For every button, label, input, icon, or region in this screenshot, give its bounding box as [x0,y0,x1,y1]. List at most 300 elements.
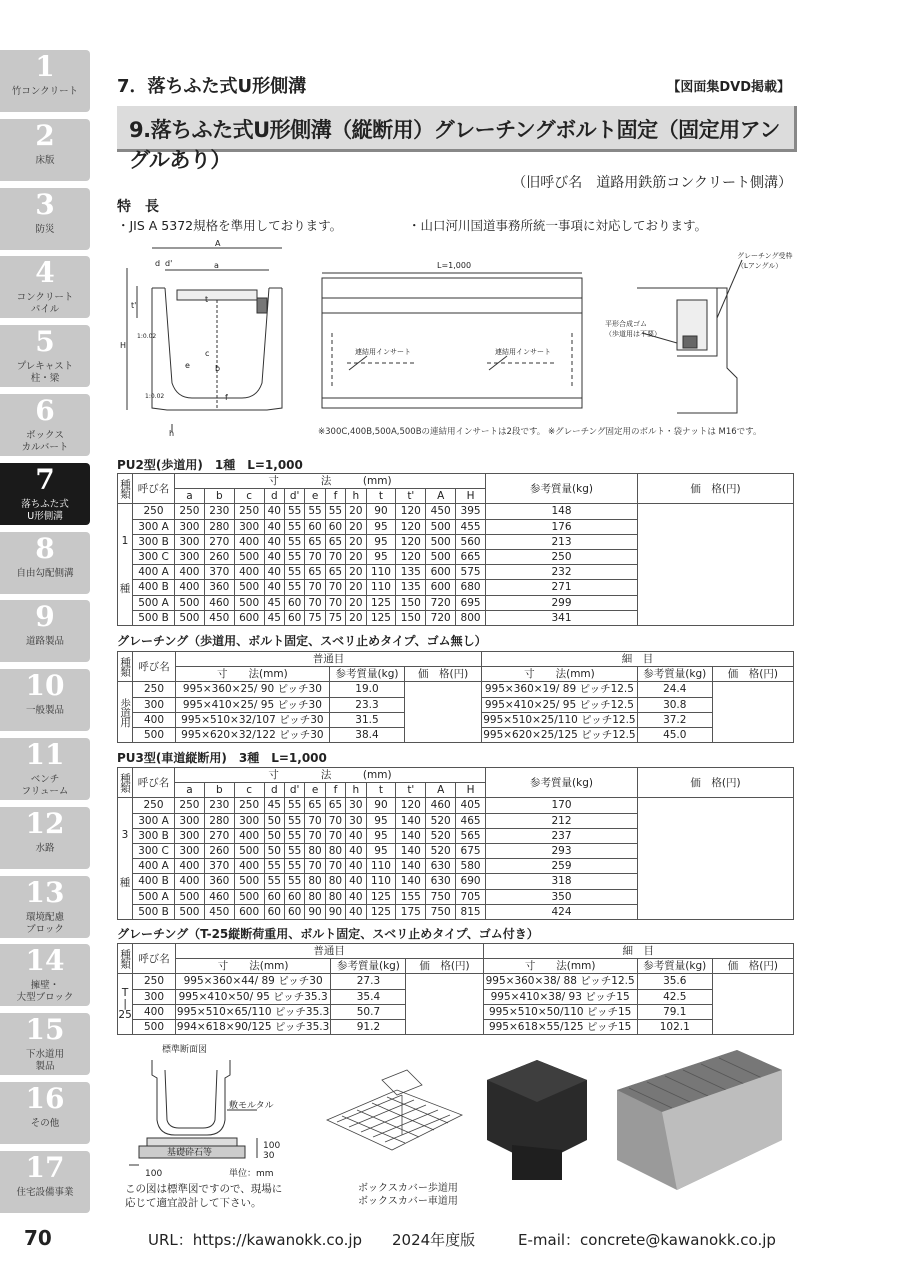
dim-value-cell: 150 [396,595,426,610]
name-cell: 500 B [133,610,175,625]
dim-value-cell: 110 [366,565,396,580]
dim-value-cell: 395 [456,504,486,519]
fine-mass-cell: 24.4 [637,682,712,697]
dim-value-cell: 55 [305,504,325,519]
dim-value-cell: 370 [204,859,234,874]
dim-value-cell: 450 [204,610,234,625]
chapter-tab-9[interactable] [0,600,90,662]
col-header-type: 種類 [118,944,133,974]
chapter-tab-5[interactable] [0,325,90,387]
chapter-tab-number: 8 [35,531,55,565]
name-cell: 400 A [133,859,175,874]
normal-mass-cell: 27.3 [331,974,406,989]
dim-value-cell: 280 [204,813,234,828]
dim-value-cell: 370 [204,565,234,580]
price-cell [638,504,794,626]
dim-label-f: f [225,393,228,402]
chapter-tab-number: 15 [25,1013,65,1047]
dim-value-cell: 55 [264,874,284,889]
features-heading: 特長 [117,199,173,215]
dim-value-cell: 500 [426,534,456,549]
dim-value-cell: 110 [366,859,396,874]
name-cell: 300 B [133,828,175,843]
dim-label-b: b [215,364,221,373]
col-header-normal-price: 価 格(円) [406,959,483,974]
chapter-tab-number: 12 [25,806,65,840]
dim-30-label: 30 [263,1151,275,1161]
fine-price-cell [712,974,793,1035]
dim-value-cell: 95 [366,828,396,843]
box-cover-drawing [327,1070,462,1150]
chapter-tab-label: 環境配慮 ブロック [25,911,64,935]
name-cell: 400 B [133,580,175,595]
name-cell: 300 A [133,519,175,534]
dim-value-cell: 70 [325,580,345,595]
dim-value-cell: 65 [325,798,345,813]
normal-dim-cell: 995×620×32/122 ピッチ30 [175,727,329,742]
col-header-name: 呼び名 [133,944,176,974]
col-header-normal-dim: 寸 法(mm) [175,959,331,974]
dim-value-cell: 300 [175,843,205,858]
name-cell: 500 [133,1019,176,1034]
dim-value-cell: 50 [264,843,284,858]
dim-label-d2: d' [165,259,173,268]
dim-value-cell: 500 [175,889,205,904]
dim-value-cell: 520 [426,828,456,843]
fine-dim-cell: 995×510×25/110 ピッチ12.5 [483,713,636,726]
dim-value-cell: 125 [366,595,396,610]
dim-value-cell: 60 [264,889,284,904]
dim-label-c: c [205,349,210,358]
col-header-dim-11: H [456,489,486,504]
fine-mass-cell: 45.0 [637,727,712,742]
dim-value-cell: 70 [305,813,325,828]
dim-value-cell: 300 [175,828,205,843]
dim-value-cell: 75 [325,610,345,625]
dim-value-cell: 70 [325,828,345,843]
chapter-tab-label: コンクリート パイル [16,292,74,316]
chapter-tab-label: 住宅設備事業 [16,1186,74,1198]
chapter-tab-3[interactable] [0,188,90,250]
dim-value-cell: 260 [204,549,234,564]
dim-value-cell: 230 [204,504,234,519]
col-header-dim-9: t' [396,783,426,798]
dim-value-cell: 455 [456,519,486,534]
dim-label-a: a [214,261,219,270]
dim-label-t: t [205,295,209,304]
mass-cell: 271 [486,580,638,595]
normal-mass-cell: 31.5 [329,712,404,727]
normal-dim-cell: 994×618×90/125 ピッチ35.3 [176,1021,330,1034]
dim-100-label: 100 [145,1169,163,1179]
drawing-note: ※300C,400B,500A,500Bの連結用インサートは2段です。 ※グレーチング固定用のボルト・袋ナットは M16です。 [318,427,762,437]
col-header-fine-mass: 参考質量(kg) [637,667,712,682]
dim-value-cell: 450 [204,904,234,919]
dim-value-cell: 90 [366,504,396,519]
table-row [118,682,794,697]
fine-dim-cell: 995×360×38/ 88 ピッチ12.5 [483,974,637,989]
type-cell: 3 種 [118,798,133,920]
dim-value-cell: 60 [284,889,304,904]
dim-value-cell: 20 [346,565,366,580]
dim-value-cell: 500 [175,595,205,610]
dim-value-cell: 70 [305,859,325,874]
dim-value-cell: 65 [305,565,325,580]
normal-mass-cell: 23.3 [329,697,404,712]
dim-value-cell: 675 [456,843,486,858]
dim-value-cell: 30 [346,798,366,813]
dim-label-A: A [215,239,221,248]
rubber-note-label: （歩道用は不要） [605,330,661,338]
name-cell: 400 [133,712,176,727]
mass-cell: 212 [486,813,638,828]
fine-dim-cell: 995×618×55/125 ピッチ15 [483,1019,637,1034]
slope-label-1: 1:0.02 [137,333,157,340]
chapter-tab-number: 10 [25,669,65,703]
chapter-tab-2[interactable] [0,119,90,181]
dim-value-cell: 750 [426,889,456,904]
dim-value-cell: 400 [234,565,264,580]
fine-dim-cell: 995×410×25/ 95 ピッチ12.5 [482,697,638,712]
dim-value-cell: 70 [325,595,345,610]
col-header-fine-dim: 寸 法(mm) [482,667,638,682]
dim-value-cell: 135 [396,580,426,595]
base-label: 基礎砕石等 [167,1148,213,1158]
grating1-spec-table [117,651,794,743]
chapter-tab-1[interactable] [0,50,90,112]
name-cell: 400 [133,1004,176,1019]
dim-value-cell: 500 [426,519,456,534]
dim-value-cell: 125 [366,610,396,625]
dim-value-cell: 40 [346,859,366,874]
chapter-tab-13[interactable] [0,876,90,938]
product-title-bar [117,106,797,172]
dim-value-cell: 460 [204,889,234,904]
dim-value-cell: 250 [175,798,205,813]
dim-value-cell: 55 [284,580,304,595]
table-row [118,504,794,519]
dim-value-cell: 400 [234,859,264,874]
col-header-normal-mass: 参考質量(kg) [331,959,406,974]
chapter-tab-number: 4 [35,256,55,290]
chapter-tab-label: 落ちふた式 U形側溝 [21,498,69,522]
dim-value-cell: 750 [426,904,456,919]
dim-value-cell: 630 [426,859,456,874]
chapter-tab-7[interactable] [0,463,90,525]
dim-value-cell: 40 [264,580,284,595]
col-header-dim-5: e [305,489,325,504]
dim-value-cell: 40 [346,874,366,889]
dim-value-cell: 360 [204,580,234,595]
dim-value-cell: 45 [264,610,284,625]
dim-value-cell: 500 [426,549,456,564]
pu2-table-title: PU2型(歩道用) 1種 L=1,000 [117,458,303,472]
chapter-tab-number: 17 [25,1150,65,1184]
dim-value-cell: 665 [456,549,486,564]
fine-mass-cell: 102.1 [637,1019,712,1034]
chapter-tab-label: 一般製品 [25,705,64,717]
dim-value-cell: 60 [284,904,304,919]
pu3-spec-table [117,767,794,920]
col-header-fine-price: 価 格(円) [712,667,793,682]
col-header-dim-1: b [204,489,234,504]
dim-value-cell: 90 [366,798,396,813]
fine-mass-cell: 37.2 [637,712,712,727]
col-header-name: 呼び名 [133,474,175,504]
fine-mass-cell: 42.5 [637,989,712,1004]
chapter-tab-12[interactable] [0,807,90,869]
footer-url[interactable]: URL：https://kawanokk.co.jp [148,1231,363,1249]
dim-value-cell: 500 [234,580,264,595]
mass-cell: 148 [486,504,638,519]
dim-value-cell: 30 [346,813,366,828]
dim-value-cell: 155 [396,889,426,904]
col-header-dim-5: e [305,783,325,798]
col-header-type: 種類 [118,474,133,504]
dim-value-cell: 55 [284,813,304,828]
chapter-tab-number: 7 [35,462,55,496]
dim-value-cell: 120 [396,534,426,549]
dim-value-cell: 280 [204,519,234,534]
dim-value-cell: 70 [325,813,345,828]
chapter-tab-number: 1 [35,50,55,83]
chapter-tab-label: 道路製品 [25,636,64,648]
col-header-dim-0: a [175,783,205,798]
chapter-tab-label: ボックス カルバート [21,430,69,453]
col-header-dim-6: f [325,783,345,798]
dim-value-cell: 55 [284,549,304,564]
fine-mass-cell: 30.8 [637,697,712,712]
dim-value-cell: 55 [284,874,304,889]
chapter-tab-15[interactable] [0,1013,90,1075]
dim-value-cell: 50 [264,828,284,843]
chapter-tab-label: 防災 [35,223,55,235]
dim-value-cell: 70 [305,580,325,595]
dim-value-cell: 575 [456,565,486,580]
dim-value-cell: 360 [204,874,234,889]
price-cell [638,798,794,920]
dim-value-cell: 45 [264,595,284,610]
dim-value-cell: 300 [234,519,264,534]
dim-value-cell: 125 [366,904,396,919]
mass-cell: 170 [486,798,638,813]
col-header-normal-dim: 寸 法(mm) [175,667,329,682]
grating-receiver-label: グレーチング受枠 [737,252,793,260]
dim-value-cell: 815 [456,904,486,919]
chapter-tab-6[interactable] [0,394,90,456]
dim-value-cell: 600 [234,904,264,919]
chapter-tab-label: 竹コンクリート [11,86,79,97]
col-header-dim-7: h [346,489,366,504]
dim-value-cell: 300 [175,534,205,549]
footer-email[interactable]: E-mail：concrete@kawanokk.co.jp [518,1231,776,1249]
feature-item-jis: ・JIS A 5372規格を準用しております。 [117,218,343,233]
type-cell: 歩道用 [118,682,133,743]
dim-value-cell: 40 [264,519,284,534]
chapter-tab-17[interactable] [0,1151,90,1213]
dim-value-cell: 250 [234,504,264,519]
normal-mass-cell: 91.2 [331,1019,406,1034]
dim-value-cell: 90 [325,904,345,919]
chapter-tab-4[interactable] [0,256,90,318]
col-header-fine-dim: 寸 法(mm) [483,959,637,974]
dim-value-cell: 560 [456,534,486,549]
type-cell: T | 25 [118,974,133,1035]
dim-value-cell: 260 [204,843,234,858]
col-header-mass: 参考質量(kg) [486,768,638,798]
col-header-mass: 参考質量(kg) [486,474,638,504]
dim-value-cell: 580 [456,859,486,874]
dim-value-cell: 300 [234,813,264,828]
mass-cell: 250 [486,549,638,564]
name-cell: 500 A [133,595,175,610]
normal-mass-cell: 35.4 [331,989,406,1004]
dim-label-d: d [155,259,161,268]
dim-value-cell: 400 [234,534,264,549]
dim-value-cell: 135 [396,565,426,580]
fine-mass-cell: 79.1 [637,1004,712,1019]
dim-value-cell: 110 [366,580,396,595]
dim-value-cell: 600 [426,580,456,595]
col-header-dimensions: 寸 法 (mm) [175,768,486,783]
dim-value-cell: 400 [175,859,205,874]
dim-value-cell: 65 [325,534,345,549]
chapter-tab-number: 2 [35,118,55,152]
mass-cell: 237 [486,828,638,843]
name-cell: 250 [133,974,176,989]
dim-value-cell: 720 [426,595,456,610]
chapter-tab-label: その他 [30,1118,60,1129]
dim-value-cell: 45 [264,798,284,813]
col-header-normal-mass: 参考質量(kg) [329,667,404,682]
col-header-dim-3: d [264,783,284,798]
dim-value-cell: 695 [456,595,486,610]
col-header-dim-4: d' [284,489,304,504]
mortar-label: 敷モルタル [229,1101,274,1111]
normal-price-cell [406,974,483,1035]
dim-value-cell: 690 [456,874,486,889]
chapter-tab-11[interactable] [0,738,90,800]
dim-value-cell: 500 [175,904,205,919]
dim-value-cell: 20 [346,534,366,549]
mass-cell: 341 [486,610,638,625]
chapter-tab-8[interactable] [0,532,90,594]
insert-label-right: 連結用インサート [495,348,551,356]
grating1-table-title: グレーチング（歩道用、ボルト固定、スベリ止めタイプ、ゴム無し） [117,634,487,648]
insert-label-left: 連結用インサート [355,348,411,356]
dim-value-cell: 20 [346,580,366,595]
mass-cell: 176 [486,519,638,534]
normal-dim-cell: 995×360×25/ 90 ピッチ30 [175,682,329,697]
col-header-type: 種類 [118,768,133,798]
col-header-dim-8: t [366,489,396,504]
dim-value-cell: 500 [234,843,264,858]
col-header-dim-2: c [234,783,264,798]
dim-value-cell: 20 [346,549,366,564]
mass-cell: 318 [486,874,638,889]
col-header-dim-1: b [204,783,234,798]
chapter-tab-number: 14 [25,944,65,978]
dim-value-cell: 110 [366,874,396,889]
fine-dim-cell: 995×360×19/ 89 ピッチ12.5 [482,682,638,697]
dvd-note: 【図面集DVD掲載】 [667,80,790,95]
dim-value-cell: 500 [175,610,205,625]
dim-value-cell: 80 [305,874,325,889]
dim-value-cell: 300 [175,519,205,534]
dim-value-cell: 55 [284,798,304,813]
mass-cell: 350 [486,889,638,904]
col-header-dim-10: A [426,489,456,504]
dim-label-h: h [169,429,175,438]
dim-value-cell: 40 [264,549,284,564]
name-cell: 250 [133,798,175,813]
dim-value-cell: 500 [234,549,264,564]
chapter-tab-14[interactable] [0,944,90,1006]
chapter-tab-16[interactable] [0,1082,90,1144]
dim-value-cell: 50 [264,813,284,828]
col-header-dim-0: a [175,489,205,504]
dim-label-H: H [120,341,127,350]
dim-value-cell: 95 [366,534,396,549]
dim-value-cell: 680 [456,580,486,595]
unit-label: 単位：mm [229,1169,274,1179]
dim-100v-label: 100 [263,1141,281,1151]
dim-value-cell: 500 [234,595,264,610]
dim-value-cell: 70 [325,859,345,874]
mass-cell: 299 [486,595,638,610]
gutter-photo [617,1050,782,1190]
mass-cell: 424 [486,904,638,919]
col-header-price: 価 格(円) [638,768,794,798]
chapter-tab-number: 11 [25,738,65,771]
dim-value-cell: 465 [456,813,486,828]
normal-dim-cell: 995×410×50/ 95 ピッチ35.3 [175,989,331,1004]
normal-dim-cell: 995×360×44/ 89 ピッチ30 [175,974,331,989]
dim-value-cell: 40 [346,828,366,843]
chapter-tab-label: 擁壁・ 大型ブロック [16,980,74,1004]
dim-value-cell: 520 [426,813,456,828]
normal-dim-cell: 995×410×25/ 95 ピッチ30 [175,697,329,712]
mass-cell: 293 [486,843,638,858]
dim-value-cell: 120 [396,798,426,813]
table-row [118,798,794,813]
dim-value-cell: 80 [305,889,325,904]
rubber-label: 平形合成ゴム [605,320,647,328]
dim-value-cell: 20 [346,610,366,625]
dim-value-cell: 20 [346,595,366,610]
grating2-spec-table [117,943,794,1035]
box-cover-photo [487,1060,587,1180]
slope-label-2: 1:0.02 [145,393,165,400]
fine-dim-cell: 995×620×25/125 ピッチ12.5 [483,729,636,742]
chapter-tab-10[interactable] [0,669,90,731]
chapter-tab-number: 9 [35,600,55,634]
dim-label-t2: t' [131,301,137,310]
dim-value-cell: 60 [305,519,325,534]
pu2-spec-table [117,473,794,626]
dim-value-cell: 600 [234,610,264,625]
dim-value-cell: 80 [305,843,325,858]
chapter-tab-label: 下水道用 製品 [25,1049,64,1073]
dim-value-cell: 520 [426,843,456,858]
name-cell: 300 A [133,813,175,828]
pu3-table-title: PU3型(車道縦断用) 3種 L=1,000 [117,751,327,765]
col-header-fine: 細 目 [483,944,793,959]
l-angle-label: （Lアングル） [737,262,783,270]
dim-value-cell: 55 [284,843,304,858]
name-cell: 400 B [133,874,175,889]
col-header-normal: 普通目 [175,652,481,667]
